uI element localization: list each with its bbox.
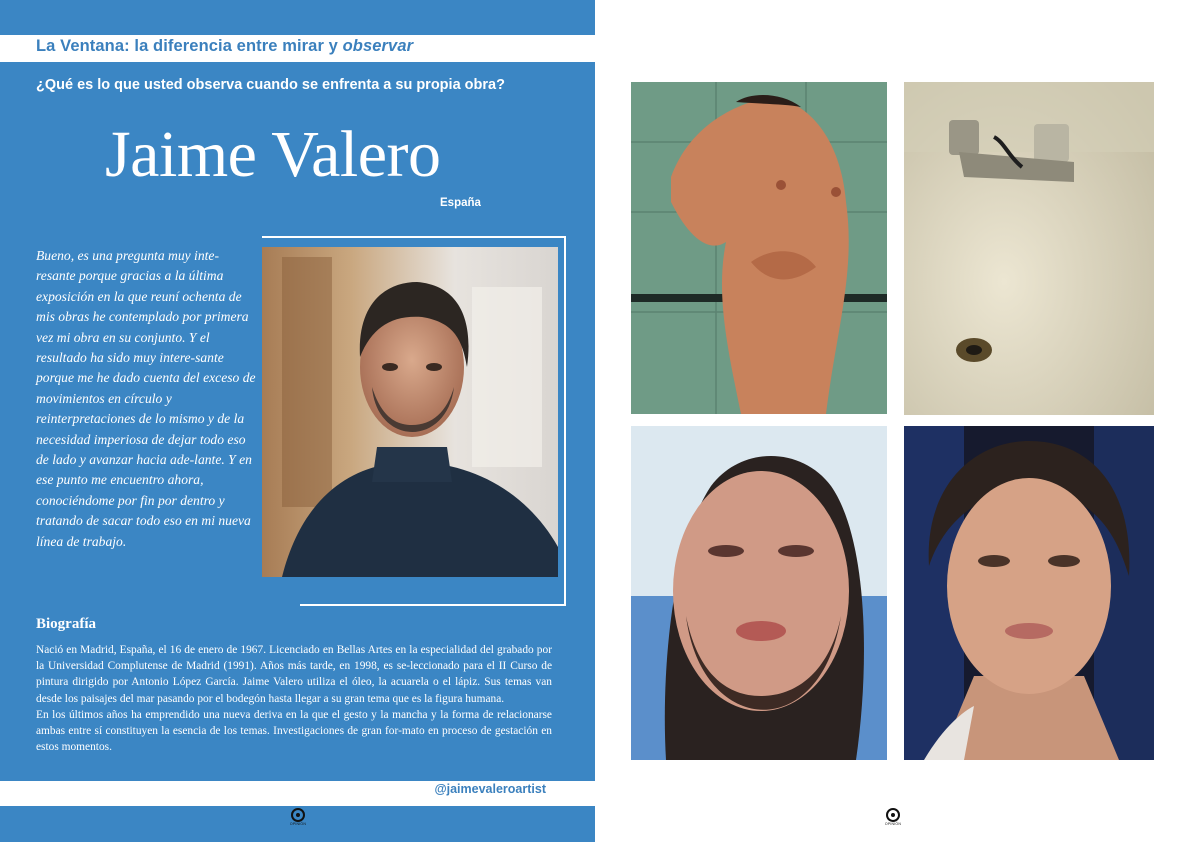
section-title (36, 37, 596, 56)
artist-portrait (262, 247, 558, 577)
wet-face-man-painting (631, 426, 887, 760)
artist-country: España (440, 197, 481, 209)
magazine-logo-caption: OPINIÓN (884, 822, 902, 826)
wet-face-woman-painting (904, 426, 1154, 760)
faucet-sink-painting (904, 82, 1154, 415)
instagram-handle[interactable]: @jaimevaleroartist (434, 782, 546, 796)
magazine-logo-icon (886, 808, 900, 822)
magazine-logo-right (882, 808, 904, 826)
top-bar (0, 0, 595, 35)
magazine-logo-caption: OPINIÓN (289, 822, 307, 826)
photo-frame-top (262, 236, 566, 238)
nude-shower-painting (631, 82, 887, 414)
biography-paragraph-1: Nació en Madrid, España, el 16 de enero de 1967. Licenciado en Bellas Artes en la especialidad del grabado por la Universidad Complutense de Madrid (1991). Años más tarde, en 1998, es se-leccionado para el II Curso de pintura dirigido por Antonio López García. Jaime Valero utiliza el óleo, la acuarela o el lápiz. Sus temas van desde los paisajes del mar pasando por el bodegón hasta llegar a su gran tema que es la figura humana. (36, 644, 552, 705)
section-title-emphasis: observar (342, 37, 414, 55)
biography-text (36, 642, 552, 755)
photo-frame-bottom (300, 604, 566, 606)
artist-name: Jaime Valero (105, 118, 441, 191)
interview-answer: Bueno, es una pregunta muy inte-resante porque gracias a la última exposición en la que reuní ochenta de mis obras he contemplado por primera vez mi obra en su conjunto. Y el resultado ha sido muy intere-sante porque me he dado cuenta del exceso de movimientos en círculo y reinterpretaciones de lo mismo y de la necesidad imperiosa de dejar todo eso de lado y avanzar hacia ade-lante. Y en ese punto me encuentro ahora, conociéndome por fin por dentro y tratando de sacar todo eso en mi nueva línea de trabajo. (36, 248, 256, 549)
photo-frame-right (564, 236, 566, 606)
biography-heading: Biografía (36, 616, 96, 632)
interview-question: ¿Qué es lo que usted observa cuando se enfrenta a su propia obra? (36, 77, 505, 93)
biography-paragraph-2: En los últimos años ha emprendido una nueva deriva en la que el gesto y la mancha y la forma de relacionarse ambas entre sí constituyen la esencia de los temas. Investigaciones de gran for-mato en proceso de gestación en estos momentos. (36, 708, 552, 754)
magazine-logo-icon (291, 808, 305, 822)
section-title-main: La Ventana: la diferencia entre mirar y (36, 37, 343, 55)
magazine-logo-left (287, 808, 309, 826)
